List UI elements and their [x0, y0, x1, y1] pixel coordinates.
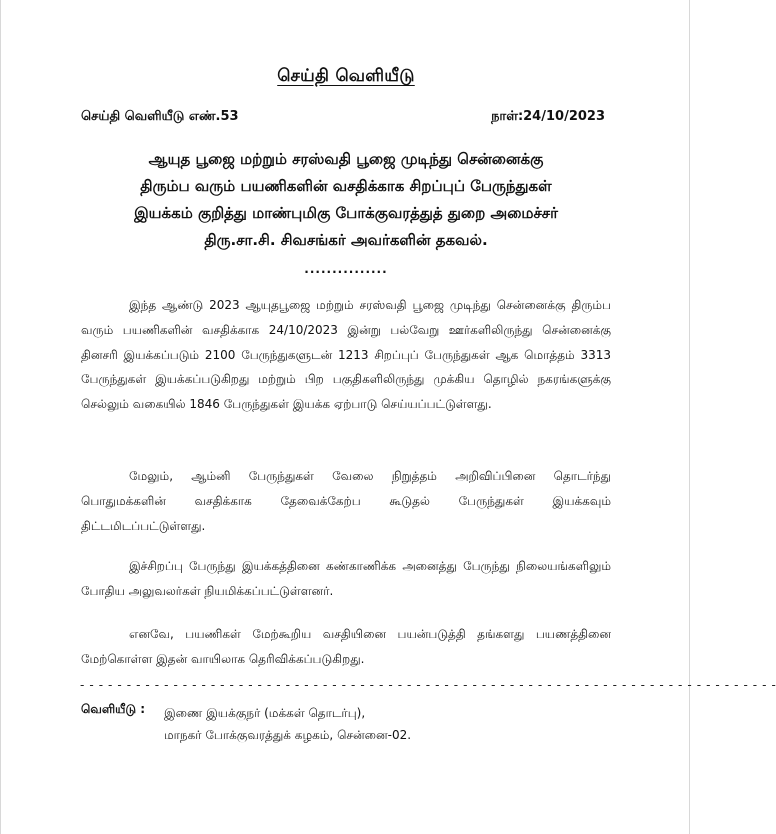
body-paragraph [81, 293, 611, 417]
body-paragraph [81, 554, 611, 604]
body-paragraph [81, 464, 611, 538]
document-title: செய்தி வெளியீடு [277, 66, 415, 86]
paragraph-text: இச்சிறப்பு பேருந்து இயக்கத்தினை கண்காணிக்க அனைத்து பேருந்து நிலையங்களிலும் போதிய அலுவலர்கள் நியமிக்கப்பட்டுள்ளனர். [81, 559, 611, 598]
footer-divider: - - - - - - - - - - - - - - - - - - - - - - - - - - - - - - - - - - - - - - - - - - - - - - - - - - - - - - - - - - - - - - - - - - - - - - - - - - - [80, 678, 776, 692]
paragraph-text: இந்த ஆண்டு 2023 ஆயுதபூஜை மற்றும் சரஸ்வதி பூஜை முடிந்து சென்னைக்கு திரும்ப வரும் பயணிகளின் வசதிக்காக 24/10/2023 இன்று பல்வேறு ஊர்களிலிருந்து சென்னைக்கு தினசரி இயக்கப்படும் 2100 பேருந்துகளுடன் 1213 சிறப்புப் பேருந்துகள் ஆக மொத்தம் 3313 பேருந்துகள் இயக்கப்படுகிறது மற்றும் பிற பகுதிகளிலிருந்து முக்கிய தொழில் நகரங்களுக்கு செல்லும் வகையில் 1846 பேருந்துகள் இயக்க ஏற்பாடு செய்யப்பட்டுள்ளது. [81, 298, 611, 412]
headline-line: திரும்ப வரும் பயணிகளின் வசதிக்காக சிறப்புப் பேருந்துகள் [140, 177, 552, 195]
headline-line: இயக்கம் குறித்து மாண்புமிகு போக்குவரத்துத் துறை அமைச்சர் [134, 204, 558, 222]
paragraph-text: மேலும், ஆம்னி பேருந்துகள் வேலை நிறுத்தம் அறிவிப்பினை தொடர்ந்து பொதுமக்களின் வசதிக்காக தேவைக்கேற்ப கூடுதல் பேருந்துகள் இயக்கவும் திட்டமிடப்பட்டுள்ளது. [81, 469, 611, 533]
body-paragraph [81, 622, 611, 672]
paragraph-text: எனவே, பயணிகள் மேற்கூறிய வசதியினை பயன்படுத்தி தங்களது பயணத்தினை மேற்கொள்ள இதன் வாயிலாக தெரிவிக்கப்படுகிறது. [81, 627, 611, 666]
section-separator: ............... [304, 262, 388, 276]
headline-line: திரு.சா.சி. சிவசங்கர் அவர்களின் தகவல். [204, 231, 488, 249]
release-number: செய்தி வெளியீடு எண்.53 [81, 109, 239, 124]
headline-line: ஆயுத பூஜை மற்றும் சரஸ்வதி பூஜை முடிந்து சென்னைக்கு [148, 150, 544, 168]
release-label: வெளியீடு : [81, 702, 146, 716]
headline [61, 146, 631, 254]
issuer-line: இணை இயக்குநர் (மக்கள் தொடர்பு), [164, 706, 366, 720]
issuer-block [164, 702, 411, 746]
release-date: நாள்:24/10/2023 [491, 109, 605, 124]
issuer-line: மாநகர் போக்குவரத்துக் கழகம், சென்னை-02. [164, 728, 412, 742]
